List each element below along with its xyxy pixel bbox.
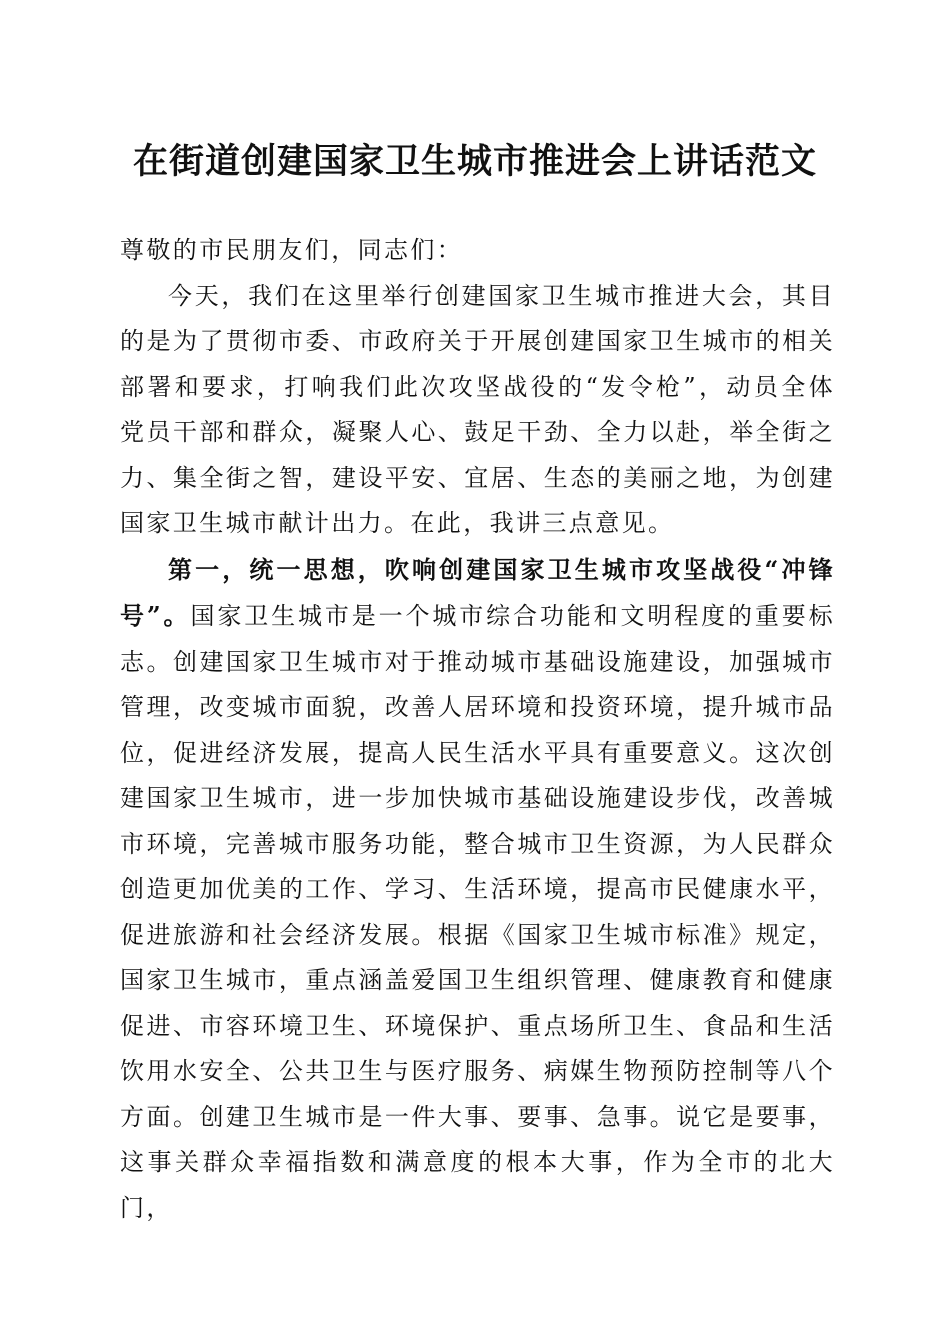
paragraph-text: 国家卫生城市是一个城市综合功能和文明程度的重要标志。创建国家卫生城市对于推动城市基础设施建设，加强城市管理，改变城市面貌，改善人居环境和投资环境，提升城市品位，促进经济发展，提高人民生活水平具有重要意义。这次创建国家卫生城市，进一步加快城市基础设施建设步伐，改善城市环境，完善城市服务功能，整合城市卫生资源，为人民群众创造更加优美的工作、学习、生活环境，提高市民健康水平，促进旅游和社会经济发展。根据《国家卫生城市标准》规定，国家卫生城市，重点涵盖爱国卫生组织管理、健康教育和健康促进、市容环境卫生、环境保护、重点场所卫生、食品和生活饮用水安全、公共卫生与医疗服务、病媒生物预防控制等八个方面。创建卫生城市是一件大事、要事、急事。说它是要事，这事关群众幸福指数和满意度的根本大事，作为全市的北大门， bbox=[120, 602, 835, 1222]
paragraph-opening bbox=[120, 274, 835, 547]
paragraph-lead: 第一，统一思想，吹响创建国家卫生城市攻坚战役“冲锋号”。 bbox=[120, 554, 835, 630]
document-title: 在街道创建国家卫生城市推进会上讲话范文 bbox=[132, 141, 817, 182]
salutation: 尊敬的市民朋友们，同志们： bbox=[120, 236, 464, 264]
document-body bbox=[120, 228, 835, 1231]
paragraph-text: 今天，我们在这里举行创建国家卫生城市推进大会，其目的是为了贯彻市委、市政府关于开展创建国家卫生城市的相关部署和要求，打响我们此次攻坚战役的“发令枪”，动员全体党员干部和群众，凝聚人心、鼓足干劲、全力以赴，举全街之力、集全街之智，建设平安、宜居、生态的美丽之地，为创建国家卫生城市献计出力。在此，我讲三点意见。 bbox=[120, 281, 835, 537]
paragraph-point-one bbox=[120, 547, 835, 1232]
